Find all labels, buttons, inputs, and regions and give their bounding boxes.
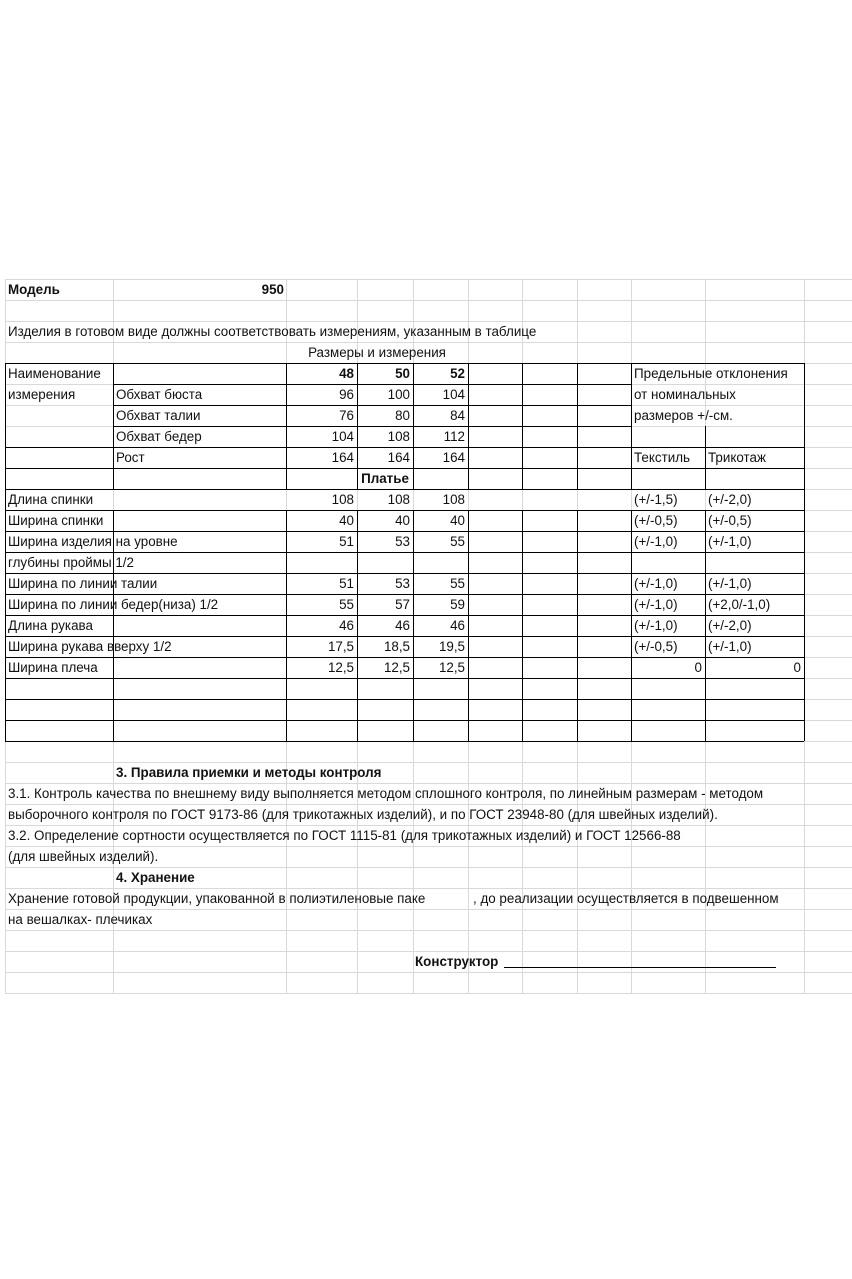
garment-value: 40 [395, 513, 410, 528]
sizes-header: Размеры и измерения [308, 345, 446, 360]
garment-value [416, 552, 465, 573]
tolerance-textile: (+/-1,0) [634, 534, 678, 549]
paragraph-line: выборочного контроля по ГОСТ 9173-86 (для трикотажных изделий), и по ГОСТ 23948-80 (для швейных изделий). [8, 807, 718, 822]
tolerance-textile: (+/-0,5) [634, 513, 678, 528]
table-border-v [413, 510, 414, 741]
measurement-value: 112 [443, 429, 465, 444]
garment-label: Ширина по линии талии [8, 576, 158, 591]
tolerance-knit [708, 552, 801, 573]
deviation-header: Предельные отклонения [634, 366, 788, 381]
table-border-v [804, 363, 805, 741]
measurement-value: 100 [387, 387, 410, 402]
table-border-v [705, 510, 706, 741]
tolerance-knit: (+/-2,0) [708, 618, 752, 633]
name-label: измерения [8, 387, 76, 402]
size-header: 48 [339, 366, 354, 381]
tolerance-textile: (+/-1,0) [634, 597, 678, 612]
paragraph-line: Хранение готовой продукции, упакованной в полиэтиленовые паке [8, 891, 426, 906]
garment-value: 57 [395, 597, 410, 612]
measurement-value: 164 [331, 450, 354, 465]
deviation-header: размеров +/-см. [634, 408, 733, 423]
garment-value: 51 [339, 534, 354, 549]
name-label: Наименование [8, 366, 101, 381]
garment-label: Ширина изделия на уровне [8, 534, 178, 549]
table-border-v [357, 510, 358, 741]
measurement-value: 96 [339, 387, 354, 402]
table-border-v [286, 510, 287, 741]
garment-value: 12,5 [438, 660, 465, 675]
tolerance-textile: (+/-1,5) [634, 492, 678, 507]
garment-value: 108 [331, 492, 354, 507]
garment-value: 46 [450, 618, 465, 633]
table-border-v [522, 510, 523, 741]
garment-label: Ширина спинки [8, 513, 104, 528]
garment-label: Ширина по линии бедер(низа) 1/2 [8, 597, 219, 612]
signature-line [504, 967, 776, 968]
table-border-v [705, 426, 706, 489]
tolerance-knit: (+2,0/-1,0) [708, 597, 771, 612]
grid-row-line [5, 300, 852, 301]
garment-value: 46 [339, 618, 354, 633]
table-border-v [5, 363, 6, 741]
paragraph-line: на вешалках- плечиках [8, 912, 153, 927]
table-border-v [577, 363, 578, 489]
table-border-v [522, 363, 523, 489]
section-title: 3. Правила приемки и методы контроля [116, 765, 382, 780]
table-border-v [631, 363, 632, 489]
garment-label: Длина рукава [8, 618, 93, 633]
section-title: 4. Хранение [116, 870, 195, 885]
measurement-value: 80 [395, 408, 410, 423]
deviation-header: от номинальных [634, 387, 736, 402]
garment-value: 40 [450, 513, 465, 528]
measurement-value: 104 [331, 429, 354, 444]
garment-label: Ширина плеча [8, 660, 98, 675]
measurement-label: Обхват талии [116, 408, 201, 423]
garment-value: 46 [395, 618, 410, 633]
tolerance-textile: 0 [694, 660, 702, 675]
table-border-h [5, 720, 804, 721]
garment-value: 55 [450, 534, 465, 549]
tolerance-textile: (+/-1,0) [634, 576, 678, 591]
measurement-value: 108 [387, 429, 410, 444]
garment-value: 53 [395, 576, 410, 591]
table-border-h [5, 699, 804, 700]
deviation-col-header: Текстиль [634, 450, 690, 465]
paragraph-line: 3.1. Контроль качества по внешнему виду выполняется методом сплошного контроля, по линейным размерам - методом [8, 786, 764, 801]
garment-value: 59 [450, 597, 465, 612]
deviation-col-header: Трикотаж [708, 450, 766, 465]
table-border-v [577, 510, 578, 741]
garment-value: 53 [395, 534, 410, 549]
garment-label: Ширина рукава вверху 1/2 [8, 639, 172, 654]
measurement-label: Рост [116, 450, 145, 465]
garment-value [289, 552, 354, 573]
garment-value: 55 [339, 597, 354, 612]
grid-row-line [5, 993, 852, 994]
garment-value: 55 [450, 576, 465, 591]
table-border-v [468, 363, 469, 489]
measurement-value: 164 [442, 450, 465, 465]
paragraph-line: (для швейных изделий). [8, 849, 159, 864]
tolerance-knit: (+/-1,0) [708, 639, 752, 654]
tolerance-textile: (+/-0,5) [634, 639, 678, 654]
table-border-h [5, 678, 804, 679]
garment-label: глубины проймы 1/2 [8, 555, 134, 570]
section-title: Платье [361, 471, 409, 486]
table-border-v [413, 363, 414, 489]
garment-value: 18,5 [383, 639, 410, 654]
garment-value: 108 [387, 492, 410, 507]
tolerance-knit: (+/-1,0) [708, 576, 752, 591]
measurement-value: 76 [339, 408, 354, 423]
grid-row-line [5, 930, 852, 931]
paragraph-line: 3.2. Определение сортности осуществляется по ГОСТ 1115-81 (для трикотажных изделий) и ГОСТ 12566-88 [8, 828, 681, 843]
paragraph-line: , до реализации осуществляется в подвешенном [473, 891, 779, 906]
measurement-label: Обхват бедер [116, 429, 202, 444]
table-border-v [468, 510, 469, 741]
tolerance-knit: (+/-0,5) [708, 513, 752, 528]
garment-value: 51 [339, 576, 354, 591]
garment-value: 108 [442, 492, 465, 507]
table-border-v [631, 510, 632, 741]
size-header: 52 [450, 366, 465, 381]
garment-value: 19,5 [438, 639, 465, 654]
table-border-h [5, 741, 804, 742]
model-label: Модель [8, 282, 60, 297]
garment-value: 40 [339, 513, 354, 528]
tolerance-knit: (+/-2,0) [708, 492, 752, 507]
measurement-label: Обхват бюста [116, 387, 203, 402]
tolerance-textile [634, 552, 702, 573]
garment-value [360, 552, 410, 573]
model-number: 950 [261, 282, 284, 297]
measurement-value: 84 [450, 408, 465, 423]
measurement-value: 164 [387, 450, 410, 465]
tolerance-knit: (+/-1,0) [708, 534, 752, 549]
tolerance-knit: 0 [793, 660, 801, 675]
garment-value: 12,5 [327, 660, 354, 675]
size-header: 50 [395, 366, 410, 381]
measurement-value: 104 [442, 387, 465, 402]
garment-value: 17,5 [327, 639, 354, 654]
tolerance-textile: (+/-1,0) [634, 618, 678, 633]
constructor-label: Конструктор [415, 954, 499, 969]
table-border-v [286, 363, 287, 489]
intro-text: Изделия в готовом виде должны соответствовать измерениям, указанным в таблице [8, 324, 537, 339]
garment-value: 12,5 [383, 660, 410, 675]
garment-label: Длина спинки [8, 492, 94, 507]
grid-row-line [5, 972, 852, 973]
